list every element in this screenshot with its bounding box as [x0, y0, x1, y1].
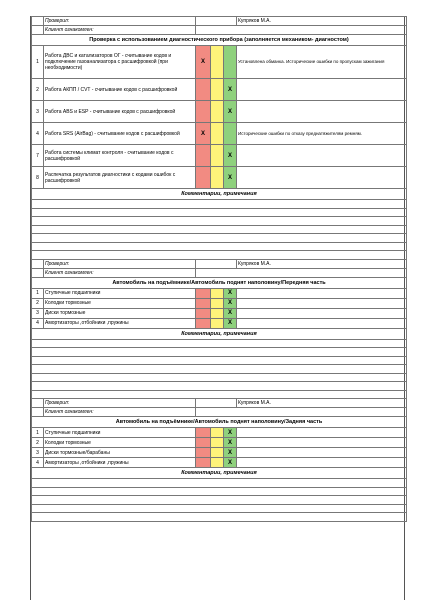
- row-note: [237, 318, 407, 328]
- row-number: 2: [32, 298, 44, 308]
- comment-line[interactable]: [32, 208, 407, 217]
- status-yellow-cell[interactable]: [211, 145, 224, 167]
- table-row: [32, 318, 407, 328]
- status-yellow-cell[interactable]: [211, 298, 224, 308]
- table-row: [32, 448, 407, 458]
- row-number: 2: [32, 79, 44, 101]
- table-row: [32, 298, 407, 308]
- status-green-cell[interactable]: X: [224, 167, 237, 189]
- status-yellow-cell[interactable]: [211, 101, 224, 123]
- row-text: Ступичные подшипники: [44, 428, 196, 438]
- row-text: Работа SRS (AirBag) - считывание кодов с расшифровкой: [44, 123, 196, 145]
- row-text: Диски тормозные/барабаны: [44, 448, 196, 458]
- status-red-cell[interactable]: [196, 298, 211, 308]
- row-note: [237, 458, 407, 468]
- comment-line[interactable]: [32, 496, 407, 505]
- status-red-cell[interactable]: [196, 288, 211, 298]
- status-yellow-cell[interactable]: [211, 167, 224, 189]
- row-note: [237, 79, 407, 101]
- comment-line[interactable]: [32, 390, 407, 399]
- table-row: [32, 145, 407, 167]
- status-yellow-cell[interactable]: [211, 428, 224, 438]
- status-red-cell[interactable]: X: [196, 46, 211, 79]
- status-green-cell[interactable]: X: [224, 308, 237, 318]
- row-number: 8: [32, 167, 44, 189]
- table-row: [32, 123, 407, 145]
- comment-line[interactable]: [32, 348, 407, 357]
- row-note: [237, 167, 407, 189]
- row-note: [237, 298, 407, 308]
- comment-line[interactable]: [32, 504, 407, 513]
- status-yellow-cell[interactable]: [211, 308, 224, 318]
- row-text: Работа АКПП / CVT - считывание кодов с расшифровкой: [44, 79, 196, 101]
- section-title-diagnostics: Проверка с использованием диагностического прибора (заполняется механиком- диагностом): [32, 35, 407, 46]
- status-yellow-cell[interactable]: [211, 438, 224, 448]
- client-row: [32, 408, 407, 417]
- inspection-table: [31, 16, 407, 522]
- row-number: 4: [32, 458, 44, 468]
- comment-line[interactable]: [32, 251, 407, 260]
- row-note: [237, 428, 407, 438]
- status-green-cell[interactable]: X: [224, 318, 237, 328]
- checked-row: [32, 259, 407, 268]
- comment-line[interactable]: [32, 487, 407, 496]
- row-number: 1: [32, 46, 44, 79]
- row-note: [237, 145, 407, 167]
- comment-line[interactable]: [32, 242, 407, 251]
- status-yellow-cell[interactable]: [211, 458, 224, 468]
- comment-line[interactable]: [32, 356, 407, 365]
- comments-heading: Комментарии, примечания: [32, 328, 407, 339]
- row-note: [237, 288, 407, 298]
- client-label: Клиент ознакомлен:: [44, 26, 196, 35]
- table-row: [32, 438, 407, 448]
- row-text: Колодки тормозные: [44, 298, 196, 308]
- status-red-cell[interactable]: [196, 79, 211, 101]
- checked-label: Проверил:: [44, 399, 196, 408]
- comment-line[interactable]: [32, 479, 407, 488]
- checked-value: Купряков М.А.: [237, 17, 407, 26]
- status-red-cell[interactable]: [196, 448, 211, 458]
- status-green-cell[interactable]: X: [224, 428, 237, 438]
- comment-line[interactable]: [32, 513, 407, 522]
- row-note: [237, 308, 407, 318]
- row-text: Колодки тормозные: [44, 438, 196, 448]
- status-red-cell[interactable]: [196, 318, 211, 328]
- row-text: Амортизаторы ,отбойники ,пружины: [44, 318, 196, 328]
- status-red-cell[interactable]: [196, 428, 211, 438]
- row-note: [237, 101, 407, 123]
- status-yellow-cell[interactable]: [211, 79, 224, 101]
- inspection-sheet: [30, 16, 405, 600]
- status-green-cell[interactable]: [224, 46, 237, 79]
- table-row: [32, 288, 407, 298]
- row-number: 4: [32, 123, 44, 145]
- row-text: Диски тормозные: [44, 308, 196, 318]
- table-row: [32, 458, 407, 468]
- comment-line[interactable]: [32, 382, 407, 391]
- checked-value: Купряков М.А.: [237, 399, 407, 408]
- table-row: [32, 428, 407, 438]
- row-number: 1: [32, 288, 44, 298]
- status-red-cell[interactable]: [196, 145, 211, 167]
- table-row: [32, 79, 407, 101]
- comment-line[interactable]: [32, 217, 407, 226]
- checked-label: Проверил:: [44, 259, 196, 268]
- row-number: 7: [32, 145, 44, 167]
- row-text: Амортизаторы ,отбойники ,пружины: [44, 458, 196, 468]
- comment-line[interactable]: [32, 339, 407, 348]
- row-text: Работа ДВС и катализаторов ОГ - считывание кодов и подключение газоанализатора с расшифровкой (при необходимости): [44, 46, 196, 79]
- comments-heading: Комментарии, примечания: [32, 468, 407, 479]
- status-yellow-cell[interactable]: [211, 46, 224, 79]
- row-note: Установлена обманка. Исторические ошибки по пропускам зажигания: [237, 46, 407, 79]
- section-title-rear: Автомобиль на подъёмнике/Автомобиль поднят наполовину/Задняя часть: [32, 417, 407, 428]
- checked-label: Проверил:: [44, 17, 196, 26]
- row-number: 1: [32, 428, 44, 438]
- status-green-cell[interactable]: X: [224, 145, 237, 167]
- table-row: [32, 308, 407, 318]
- comment-line[interactable]: [32, 234, 407, 243]
- status-yellow-cell[interactable]: [211, 123, 224, 145]
- row-number: 2: [32, 438, 44, 448]
- comment-line[interactable]: [32, 365, 407, 374]
- table-row: [32, 167, 407, 189]
- row-note: [237, 438, 407, 448]
- section-title-front: Автомобиль на подъёмнике/Автомобиль поднят наполовину/Передняя часть: [32, 277, 407, 288]
- status-green-cell[interactable]: [224, 123, 237, 145]
- row-note: [237, 448, 407, 458]
- status-green-cell[interactable]: X: [224, 288, 237, 298]
- client-row: [32, 26, 407, 35]
- row-number: 3: [32, 448, 44, 458]
- status-green-cell[interactable]: X: [224, 458, 237, 468]
- row-text: Работа системы климат контроля - считывание кодов с расшифровкой: [44, 145, 196, 167]
- table-row: [32, 101, 407, 123]
- row-text: Работа ABS и ESP - считывание кодов с расшифровкой: [44, 101, 196, 123]
- table-row: [32, 46, 407, 79]
- status-red-cell[interactable]: [196, 167, 211, 189]
- client-label: Клиент ознакомлен:: [44, 268, 196, 277]
- row-number: 4: [32, 318, 44, 328]
- row-note: Исторические ошибки по отказу преднатяжителям ремням.: [237, 123, 407, 145]
- client-label: Клиент ознакомлен:: [44, 408, 196, 417]
- checked-row: [32, 17, 407, 26]
- status-green-cell[interactable]: X: [224, 79, 237, 101]
- status-red-cell[interactable]: [196, 308, 211, 318]
- comments-heading: Комментарии, примечания: [32, 189, 407, 200]
- status-red-cell[interactable]: X: [196, 123, 211, 145]
- status-green-cell[interactable]: X: [224, 438, 237, 448]
- checked-row: [32, 399, 407, 408]
- comment-line[interactable]: [32, 373, 407, 382]
- comment-line[interactable]: [32, 200, 407, 209]
- status-green-cell[interactable]: X: [224, 448, 237, 458]
- client-row: [32, 268, 407, 277]
- row-text: Ступичные подшипники: [44, 288, 196, 298]
- status-red-cell[interactable]: [196, 458, 211, 468]
- row-text: Распечатка результатов диагностики с кодами ошибок с расшифровкой: [44, 167, 196, 189]
- checked-value: Купряков М.А.: [237, 259, 407, 268]
- row-number: 3: [32, 101, 44, 123]
- status-red-cell[interactable]: [196, 101, 211, 123]
- status-yellow-cell[interactable]: [211, 318, 224, 328]
- status-red-cell[interactable]: [196, 438, 211, 448]
- row-number: 3: [32, 308, 44, 318]
- status-green-cell[interactable]: X: [224, 298, 237, 308]
- comment-line[interactable]: [32, 225, 407, 234]
- status-yellow-cell[interactable]: [211, 288, 224, 298]
- status-yellow-cell[interactable]: [211, 448, 224, 458]
- status-green-cell[interactable]: X: [224, 101, 237, 123]
